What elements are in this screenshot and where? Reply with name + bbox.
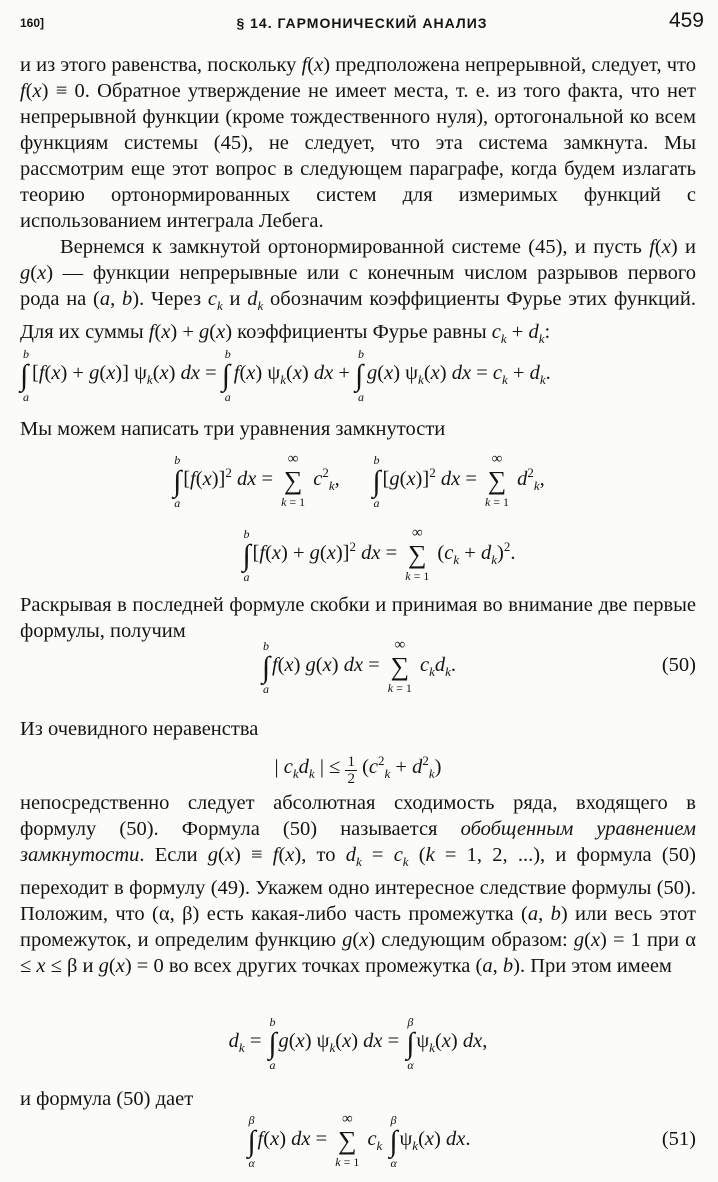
- equation-51: β ∫ α f(x) dx = ∞ ∑ k = 1 $c_k$ β ∫ α $\psi_k(x)$ dx. (51): [247, 1111, 696, 1170]
- paragraph-5: Из очевидного неравенства: [20, 718, 259, 740]
- equation-closure-sum: b ∫ a $[f(x) + g(x)]^2$ dx = ∞ ∑ k = 1 $(c_k + d_k)^2$.: [242, 524, 516, 584]
- header-left-mark: 160]: [20, 16, 45, 30]
- equation-50: b ∫ a f(x) g(x) dx = ∞ ∑ k = 1 $c_kd_k$. (50): [261, 637, 696, 696]
- equation-inequality: | $c_kd_k$ | ≤ $\frac{1}{2}$ $(c^2_k + d^2_k)$: [274, 753, 442, 787]
- header-title: § 14. ГАРМОНИЧЕСКИЙ АНАЛИЗ: [236, 15, 488, 31]
- page-number: 459: [668, 9, 704, 32]
- page-body: [20, 52, 696, 1182]
- paragraph-4: Раскрывая в последней формуле скобки и принимая во внимание две первые формулы, получим: [20, 594, 696, 642]
- paragraph-3: Мы можем написать три уравнения замкнутости: [20, 418, 446, 440]
- paragraph-2: Вернемся к замкнутой ортонормированной системе (45), и пусть f(x) и g(x) — функции непрерывные или с конечным числом разрывов первого рода на (a, b). Через $c_k$ и $d_k$ обозначим коэффициенты Фурье этих функций. Для их суммы f(x) + g(x) коэффициенты Фурье равны $c_k + d_k$:: [20, 236, 696, 347]
- paragraph-7: и формула (50) дает: [20, 1088, 194, 1110]
- paragraph-6: непосредственно следует абсолютная сходимость ряда, входящего в формулу (50). Формула (50) называется обобщенным уравнением замкнутости. Если g(x) ≡ f(x), то $d_k = c_k$ (k = 1, 2, ...), и формула (50) переходит в формулу (49). Укажем одно интересное следствие формулы (50). Положим, что (α, β) есть какая-либо часть промежутка (a, b) или весь этот промежуток, и определим функцию g(x) следующим образом: g(x) = 1 при α ≤ x ≤ β и g(x) = 0 во всех других точках промежутка (a, b). При этом имеем: [20, 792, 697, 978]
- equation-dk: $d_k$ = b ∫ a g(x) $\psi_k(x)$ dx = β ∫ α $\psi_k(x)$ dx,: [228, 1015, 488, 1072]
- equation-closure-f-g: b ∫ a $[f(x)]^2$ dx = ∞ ∑ k = 1 $c^2_k$, b ∫ a $[g(x)]^2$ dx = ∞ ∑ k = 1 $d^2_k$,: [173, 450, 545, 510]
- running-header: [20, 9, 704, 38]
- paragraph-1: и из этого равенства, поскольку f(x) предположена непрерывной, следует, что f(x) ≡ 0. Обратное утверждение не имеет места, т. е. из того факта, что нет непрерывной функции (кроме тождественного нуля), ортогональной ко всем функциям системы (45), не следует, что эта система замкнута. Мы рассмотрим еще этот вопрос в следующем параграфе, когда будем излагать теорию ортонормированных систем для измеримых функций с использованием интеграла Лебега.: [20, 54, 696, 232]
- equation-number-50: (50): [661, 654, 696, 676]
- equation-coefficient-sum: b ∫ a [f(x) + g(x)] $\psi_k(x)$ dx = b ∫ a f(x) $\psi_k(x)$ dx + b ∫ a g(x) $\psi_k(x)$ dx = $c_k + d_k$.: [20, 347, 551, 404]
- equation-number-51: (51): [661, 1128, 696, 1150]
